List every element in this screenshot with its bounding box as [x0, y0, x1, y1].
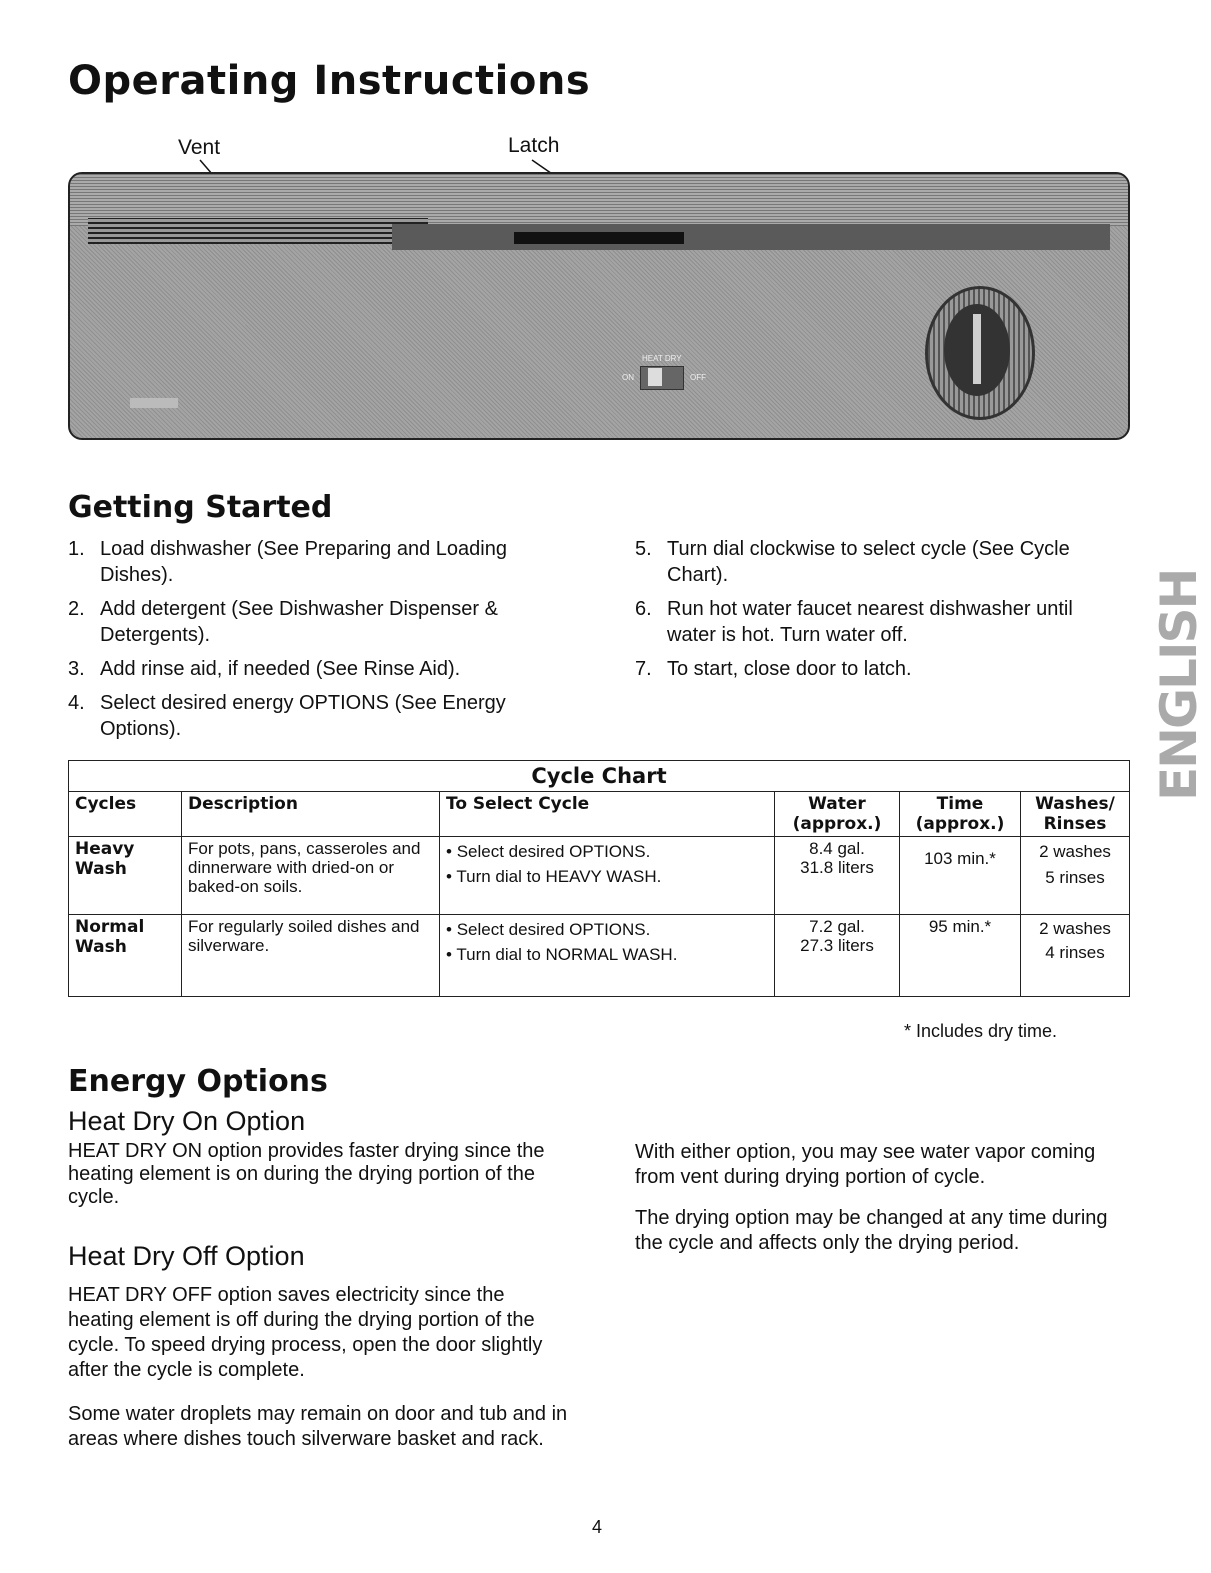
door-latch	[514, 232, 684, 244]
heat-dry-on-text: HEAT DRY ON option provides faster drying since the heating element is on during the drying portion of the cycle.	[68, 1140, 545, 1208]
cycle-name: Normal Wash	[75, 917, 145, 957]
energy-options-heading: Energy Options	[68, 1064, 328, 1099]
water-liters: 31.8 liters	[800, 858, 874, 877]
header-description: Description	[182, 792, 440, 837]
water-liters: 27.3 liters	[800, 936, 874, 955]
drying-option-change-text: The drying option may be changed at any time during the cycle and affects only the drying period.	[635, 1207, 1108, 1254]
cycle-chart-table	[68, 760, 1130, 997]
water-droplets-text: Some water droplets may remain on door and tub and in areas where dishes touch silverware basket and rack.	[68, 1403, 568, 1450]
vent-grille	[88, 218, 428, 244]
cycle-chart-header-row	[69, 792, 1130, 837]
cycle-description: For regularly soiled dishes and silverware.	[188, 917, 420, 955]
latch-strip	[392, 224, 1110, 250]
rinses-count: 5 rinses	[1045, 868, 1105, 887]
getting-started-heading: Getting Started	[68, 490, 333, 525]
getting-started-steps-right	[635, 536, 1125, 690]
washes-count: 2 washes	[1039, 919, 1111, 938]
header-cycles: Cycles	[69, 792, 182, 837]
cycle-name: Heavy Wash	[75, 839, 135, 879]
step-item: 4. Select desired energy OPTIONS (See Energy Options).	[68, 692, 506, 740]
page-title: Operating Instructions	[68, 58, 591, 104]
rinses-count: 4 rinses	[1045, 943, 1105, 962]
table-row	[69, 837, 1130, 915]
step-item: 2. Add detergent (See Dishwasher Dispenser & Detergents).	[68, 598, 498, 646]
heat-dry-switch	[640, 366, 684, 390]
step-item: 3. Add rinse aid, if needed (See Rinse Aid).	[68, 658, 461, 680]
table-row	[69, 915, 1130, 997]
select-step: • Select desired OPTIONS.	[446, 917, 768, 942]
water-vapor-text: With either option, you may see water vapor coming from vent during drying portion of cycle.	[635, 1141, 1096, 1188]
heat-dry-off-text: HEAT DRY OFF option saves electricity since the heating element is off during the drying portion of the cycle. To speed drying process, open the door slightly after the cycle is complete.	[68, 1284, 543, 1381]
header-water: Water (approx.)	[775, 792, 900, 837]
cycle-chart-caption: Cycle Chart	[69, 761, 1130, 792]
step-item: 1. Load dishwasher (See Preparing and Loading Dishes).	[68, 538, 507, 586]
select-step: • Select desired OPTIONS.	[446, 839, 768, 864]
step-item: 6. Run hot water faucet nearest dishwasher until water is hot. Turn water off.	[635, 598, 1073, 646]
step-item: 5. Turn dial clockwise to select cycle (See Cycle Chart).	[635, 538, 1070, 586]
cycle-time: 103 min.*	[924, 849, 996, 868]
vent-callout: Vent	[178, 136, 221, 159]
cycle-description: For pots, pans, casseroles and dinnerware with dried-on or baked-on soils.	[188, 839, 421, 896]
dishwasher-control-panel-illustration	[68, 172, 1130, 440]
switch-on-label: ON	[622, 373, 634, 382]
heat-dry-label: HEAT DRY	[642, 354, 682, 363]
heat-dry-on-heading: Heat Dry On Option	[68, 1106, 306, 1136]
header-washes-rinses: Washes/ Rinses	[1021, 792, 1130, 837]
switch-off-label: OFF	[690, 373, 706, 382]
page-number: 4	[592, 1517, 603, 1537]
heat-dry-switch-knob	[648, 368, 662, 386]
step-item: 7. To start, close door to latch.	[635, 658, 912, 680]
brand-logo	[130, 398, 178, 408]
header-time: Time (approx.)	[900, 792, 1021, 837]
language-side-tab: ENGLISH	[1150, 569, 1208, 801]
select-step: • Turn dial to HEAVY WASH.	[446, 864, 768, 889]
latch-callout: Latch	[508, 134, 560, 157]
cycle-chart-footnote: * Includes dry time.	[904, 1021, 1058, 1041]
water-gal: 7.2 gal.	[809, 917, 865, 936]
cycle-time: 95 min.*	[928, 917, 992, 936]
washes-count: 2 washes	[1039, 842, 1111, 861]
select-step: • Turn dial to NORMAL WASH.	[446, 942, 768, 967]
cycle-dial-pointer	[973, 314, 981, 384]
getting-started-steps-left	[68, 536, 568, 750]
header-to-select: To Select Cycle	[440, 792, 775, 837]
water-gal: 8.4 gal.	[809, 839, 865, 858]
heat-dry-off-heading: Heat Dry Off Option	[68, 1241, 305, 1271]
